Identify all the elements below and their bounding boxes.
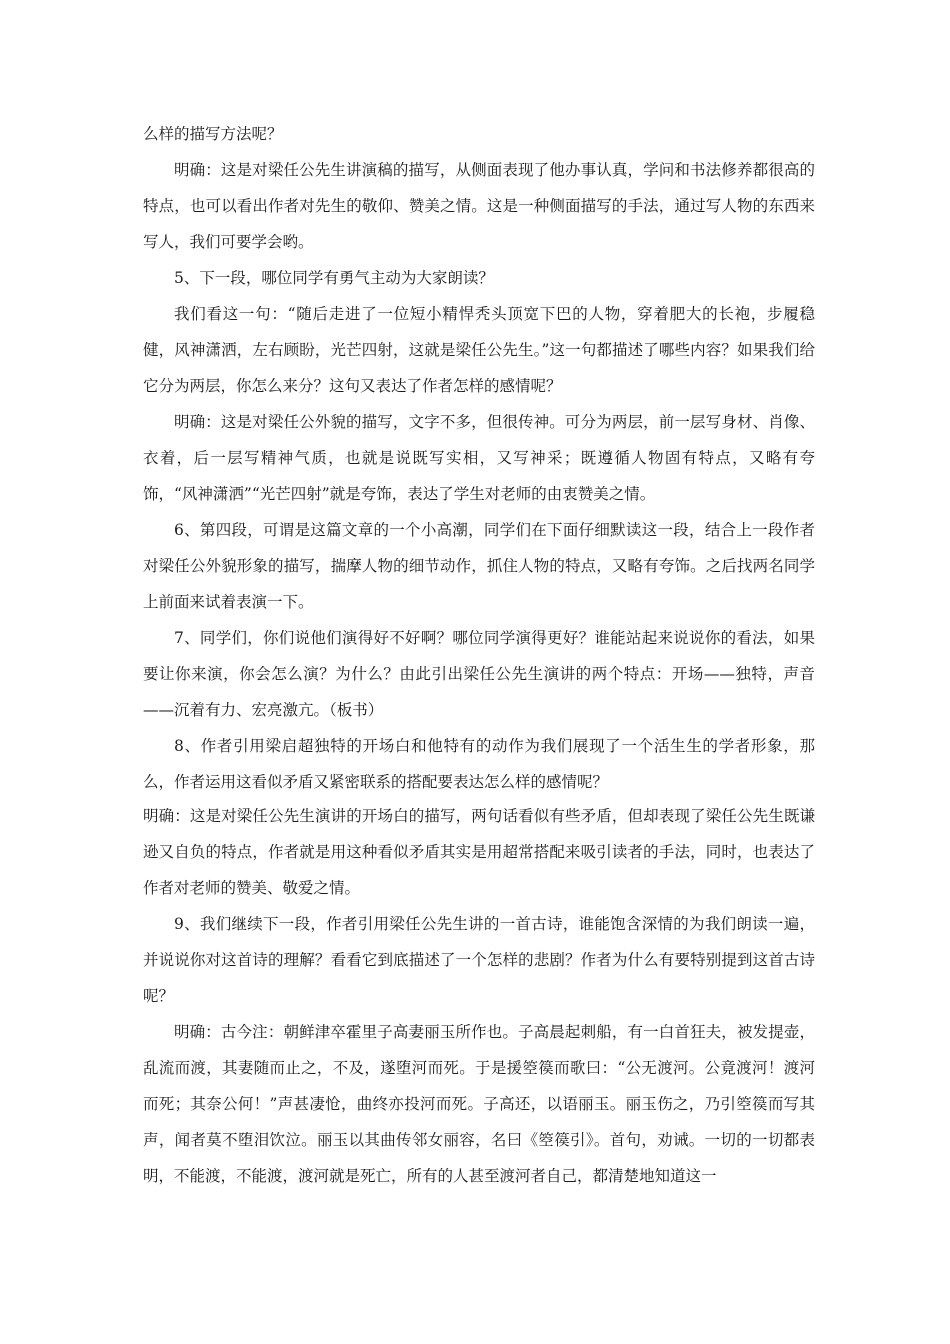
paragraph-step-6: 6、第四段，可谓是这篇文章的一个小高潮，同学们在下面仔细默读这一段，结合上一段作者对梁任公外貌形象的描写，揣摩人物的细节动作，抓住人物的特点，又略有夸饰。之后找两名同学上前面来试着表演一下。: [143, 521, 815, 611]
document-body: [143, 116, 815, 1194]
paragraph-answer-poem: 明确：古今注：朝鲜津卒霍里子高妻丽玉所作也。子高晨起刺船，有一白首狂夫，被发提壶，乱流而渡，其妻随而止之，不及，遂堕河而死。于是援箜篌而歌曰：“公无渡河。公竟渡河！渡河而死；其奈公何！”声甚凄怆，曲终亦投河而死。子高还，以语丽玉。丽玉伤之，乃引箜篌而写其声，闻者莫不堕泪饮泣。丽玉以其曲传邻女丽容，名曰《箜篌引》。首句，劝诫。一切的一切都表明，不能渡，不能渡，渡河就是死亡，所有的人甚至渡河者自己，都清楚地知道这一: [143, 1023, 815, 1185]
paragraph-step-8: 8、作者引用梁启超独特的开场白和他特有的动作为我们展现了一个活生生的学者形象，那么，作者运用这看似矛盾又紧密联系的搭配要表达怎么样的感情呢？: [143, 737, 815, 791]
paragraph-step-9: 9、我们继续下一段，作者引用梁任公先生讲的一首古诗，谁能饱含深情的为我们朗读一遍，并说说你对这首诗的理解？看看它到底描述了一个怎样的悲剧？作者为什么有要特别提到这首古诗呢？: [143, 915, 815, 1005]
paragraph-answer-appearance: 明确：这是对梁任公外貌的描写，文字不多，但很传神。可分为两层，前一层写身材、肖像、衣着，后一层写精神气质，也就是说既写实相，又写神采；既遵循人物固有特点，又略有夸饰，“风神潇洒”“光芒四射”就是夸饰，表达了学生对老师的由衷赞美之情。: [143, 413, 815, 503]
paragraph-step-7: 7、同学们，你们说他们演得好不好啊？哪位同学演得更好？谁能站起来说说你的看法，如果要让你来演，你会怎么演？为什么？由此引出梁任公先生演讲的两个特点：开场——独特，声音——沉着有力、宏亮激亢。（板书）: [143, 629, 815, 719]
paragraph-answer-opening: 明确：这是对梁任公先生演讲的开场白的描写，两句话看似有些矛盾，但却表现了梁任公先生既谦逊又自负的特点，作者就是用这种看似矛盾其实是用超常搭配来吸引读者的手法，同时，也表达了作者对老师的赞美、敬爱之情。: [143, 807, 815, 897]
paragraph-step-5: 5、下一段，哪位同学有勇气主动为大家朗读？: [174, 269, 494, 287]
paragraph-answer-speech-draft: 明确：这是对梁任公先生讲演稿的描写，从侧面表现了他办事认真，学问和书法修养都很高的特点，也可以看出作者对先生的敬仰、赞美之情。这是一种侧面描写的手法，通过写人物的东西来写人，我们可要学会哟。: [143, 161, 815, 251]
paragraph-continuation: 么样的描写方法呢？: [143, 125, 283, 143]
paragraph-appearance-question: 我们看这一句：“随后走进了一位短小精悍秃头顶宽下巴的人物，穿着肥大的长袍，步履稳健，风神潇洒，左右顾盼，光芒四射，这就是梁任公先生。”这一句都描述了哪些内容？如果我们给它分为两层，你怎么来分？这句又表达了作者怎样的感情呢？: [143, 305, 815, 395]
